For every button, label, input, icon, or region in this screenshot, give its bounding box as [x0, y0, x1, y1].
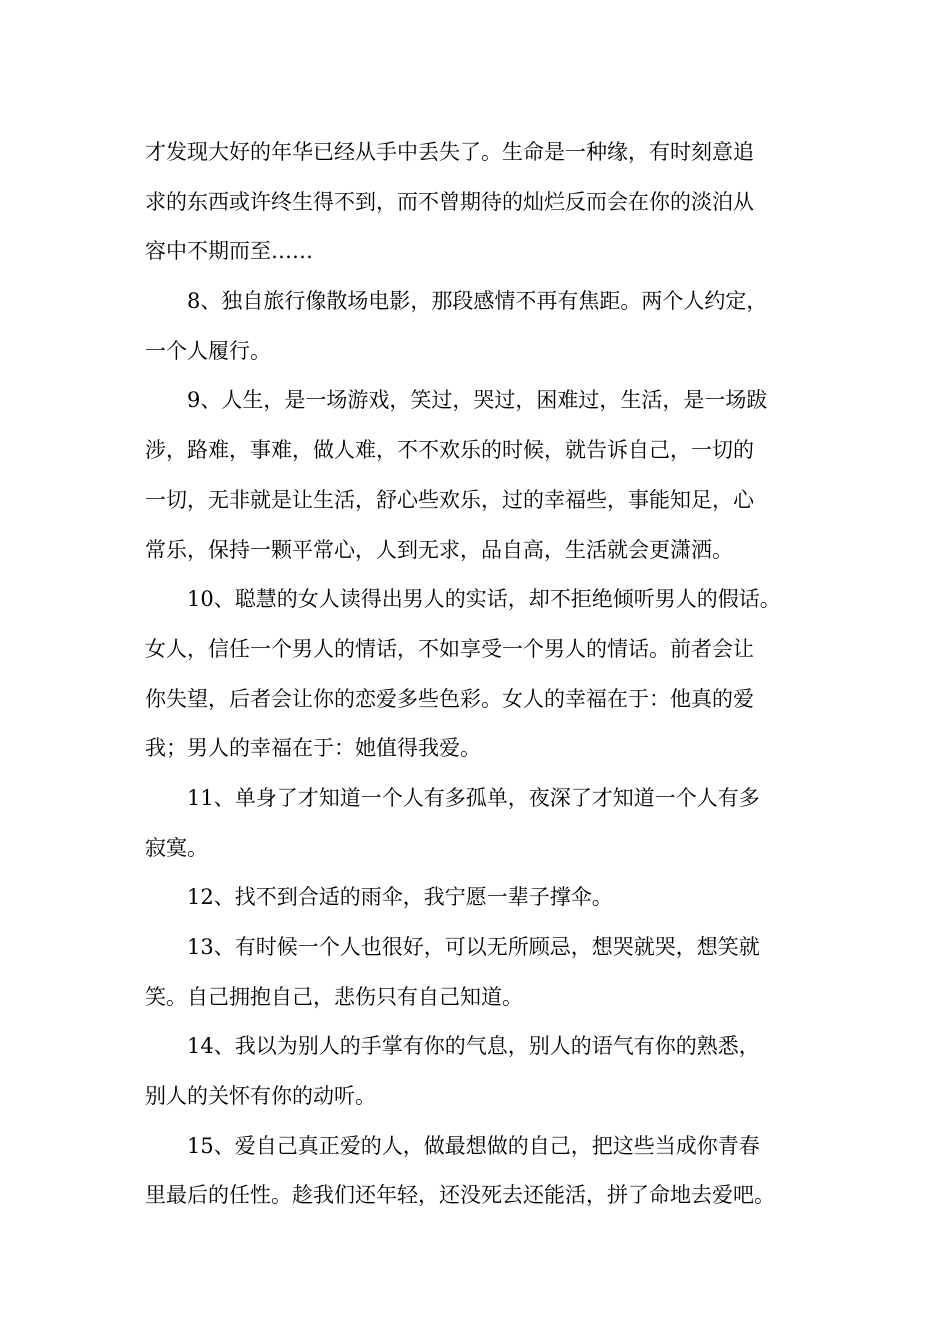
- text-line: 你失望，后者会让你的恋爱多些色彩。女人的幸福在于：他真的爱: [145, 686, 754, 711]
- paragraph-12: [145, 873, 815, 923]
- text-line: 容中不期而至……: [145, 239, 313, 264]
- paragraph-11: [145, 774, 815, 873]
- paragraph-7-continued: [145, 128, 815, 277]
- paragraph-15: [145, 1122, 815, 1221]
- text-line: 寂寞。: [145, 835, 208, 860]
- text-line: 里最后的任性。趁我们还年轻，还没死去还能活，拼了命地去爱吧。: [145, 1183, 775, 1208]
- paragraph-10: [145, 575, 815, 774]
- text-line: 女人，信任一个男人的情话，不如享受一个男人的情话。前者会让: [145, 636, 754, 661]
- text-line: 15、爱自己真正爱的人，做最想做的自己，把这些当成你青春: [187, 1133, 760, 1158]
- text-line: 12、找不到合适的雨伞，我宁愿一辈子撑伞。: [187, 885, 613, 910]
- text-line: 求的东西或许终生得不到，而不曾期待的灿烂反而会在你的淡泊从: [145, 189, 754, 214]
- paragraph-13: [145, 923, 815, 1022]
- text-line: 常乐，保持一颗平常心，人到无求，品自高，生活就会更潇洒。: [145, 537, 733, 562]
- text-line: 13、有时候一个人也很好，可以无所顾忌，想哭就哭，想笑就: [187, 935, 760, 959]
- paragraph-8: [145, 277, 815, 376]
- text-line: 别人的关怀有你的动听。: [145, 1084, 376, 1109]
- paragraph-14: [145, 1022, 815, 1121]
- text-line: 一个人履行。: [145, 338, 271, 363]
- text-line: 8、独自旅行像散场电影，那段感情不再有焦距。两个人约定，: [187, 289, 768, 314]
- text-line: 才发现大好的年华已经从手中丢失了。生命是一种缘，有时刻意追: [145, 140, 754, 164]
- text-line: 我；男人的幸福在于：她值得我爱。: [145, 736, 481, 761]
- text-line: 10、聪慧的女人读得出男人的实话，却不拒绝倾听男人的假话。: [187, 587, 781, 612]
- text-line: 笑。自己拥抱自己，悲伤只有自己知道。: [145, 984, 523, 1009]
- text-line: 11、单身了才知道一个人有多孤单，夜深了才知道一个人有多: [187, 785, 760, 810]
- text-line: 涉，路难，事难，做人难，不不欢乐的时候，就告诉自己，一切的: [145, 438, 754, 463]
- paragraph-9: [145, 376, 815, 575]
- text-line: 9、人生，是一场游戏，笑过，哭过，困难过，生活，是一场跋: [187, 388, 768, 413]
- document-body: [145, 128, 815, 1221]
- text-line: 一切，无非就是让生活，舒心些欢乐，过的幸福些，事能知足，心: [145, 487, 754, 512]
- text-line: 14、我以为别人的手掌有你的气息，别人的语气有你的熟悉，: [187, 1034, 760, 1059]
